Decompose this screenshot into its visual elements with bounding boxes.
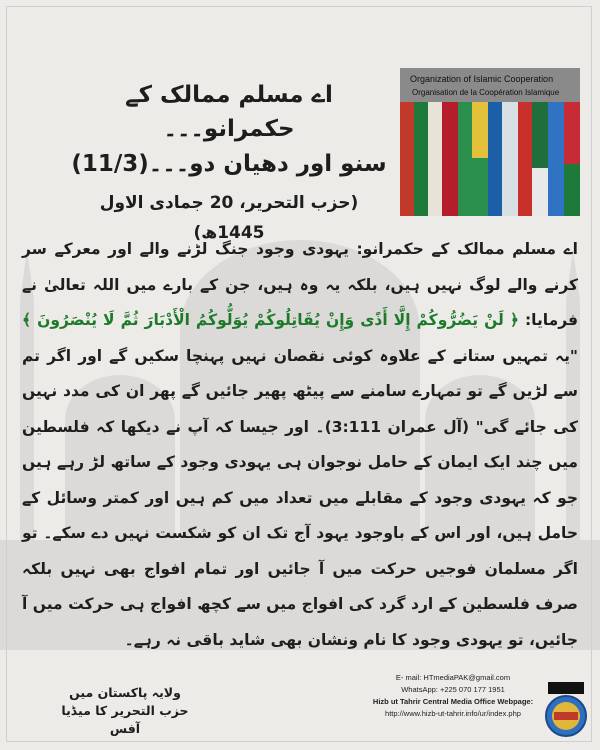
page-title: اے مسلم ممالک کے حکمرانو۔۔۔: [125, 82, 333, 142]
contact-whatsapp: WhatsApp: +225 070 177 1951: [401, 685, 505, 694]
contact-email[interactable]: E- mail: HTmediaPAK@gmail.com: [395, 673, 511, 682]
contact-webpage-label: Hizb ut Tahrir Central Media Office Webpage:: [372, 697, 534, 706]
footer-contact: [368, 672, 538, 720]
footer-media-office: حزب التحریر کا میڈیا آفس: [61, 703, 189, 736]
paragraph-intro: اے مسلم ممالک کے حکمرانو: یہودی وجود جنگ لڑنے والے اور معرکے سر کرنے والے لوگ نہیں ہیں، بلکہ یہ وہ ہیں، جن کے بارے میں اللہ تعالیٰ نے فرمایا:: [22, 240, 578, 329]
footer-wilayah: ولایہ پاکستان میں: [69, 685, 181, 700]
article-body: [22, 232, 578, 658]
oic-flags-image: [400, 68, 580, 216]
footer-office: [50, 684, 200, 738]
hizb-ut-tahrir-logo-icon: [540, 680, 592, 738]
header: [64, 78, 394, 248]
page-subtitle: سنو اور دھیان دو۔۔۔(11/3): [71, 151, 387, 177]
quran-verse: ﴿ لَنْ يَضُرُّوكُمْ إِلَّا أَذًى وَإِنْ يُقَاتِلُوكُمْ يُوَلُّوكُمُ الْأَدْبَارَ ثُمَّ لَا يُنْصَرُونَ ﴾: [22, 311, 519, 329]
verse-reference: (آل عمران 3:111): [324, 417, 470, 436]
source-date-line: (حزب التحریر، 20 جمادی الاول 1445ھ): [99, 193, 359, 243]
paragraph-main: ۔ اور جیسا کہ آپ نے دیکھا کہ فلسطین میں چند ایک ایمان کے حامل نوجوان ہی یہودی وجود کے ساتھ لڑ رہے ہیں جو کہ یہودی وجود کے مقابلے میں تعداد میں کم ہیں اور کمتر وسائل کے حامل ہیں، اور اس کے باوجود یہود آج تک ان کو شکست نہیں دے سکے۔ تو اگر مسلمان فوجیں حرکت میں آ جائیں اور تمام افواج بھی نہیں بلکہ صرف فلسطین کے ارد گرد کی افواج میں سے کچھ افواج ہی حرکت میں آ جائیں، تو یہودی وجود کا نام ونشان بھی شاید باقی نہ رہے۔: [22, 417, 578, 649]
flag-banner-text-fr: Organisation de la Coopération Islamique: [412, 88, 560, 97]
verse-translation: "یہ تمہیں ستانے کے علاوہ کوئی نقصان نہیں پہنچا سکیں گے اور اگر تم سے لڑیں گے تو تمہارے سامنے سے پیٹھ پھیر جائیں گے پھر ان کی مدد نہیں کی جائے گی": [22, 346, 578, 436]
flag-banner-text-en: Organization of Islamic Cooperation: [410, 74, 554, 84]
contact-webpage-link[interactable]: http://www.hizb-ut-tahrir.info/ur/index.php: [385, 709, 521, 718]
